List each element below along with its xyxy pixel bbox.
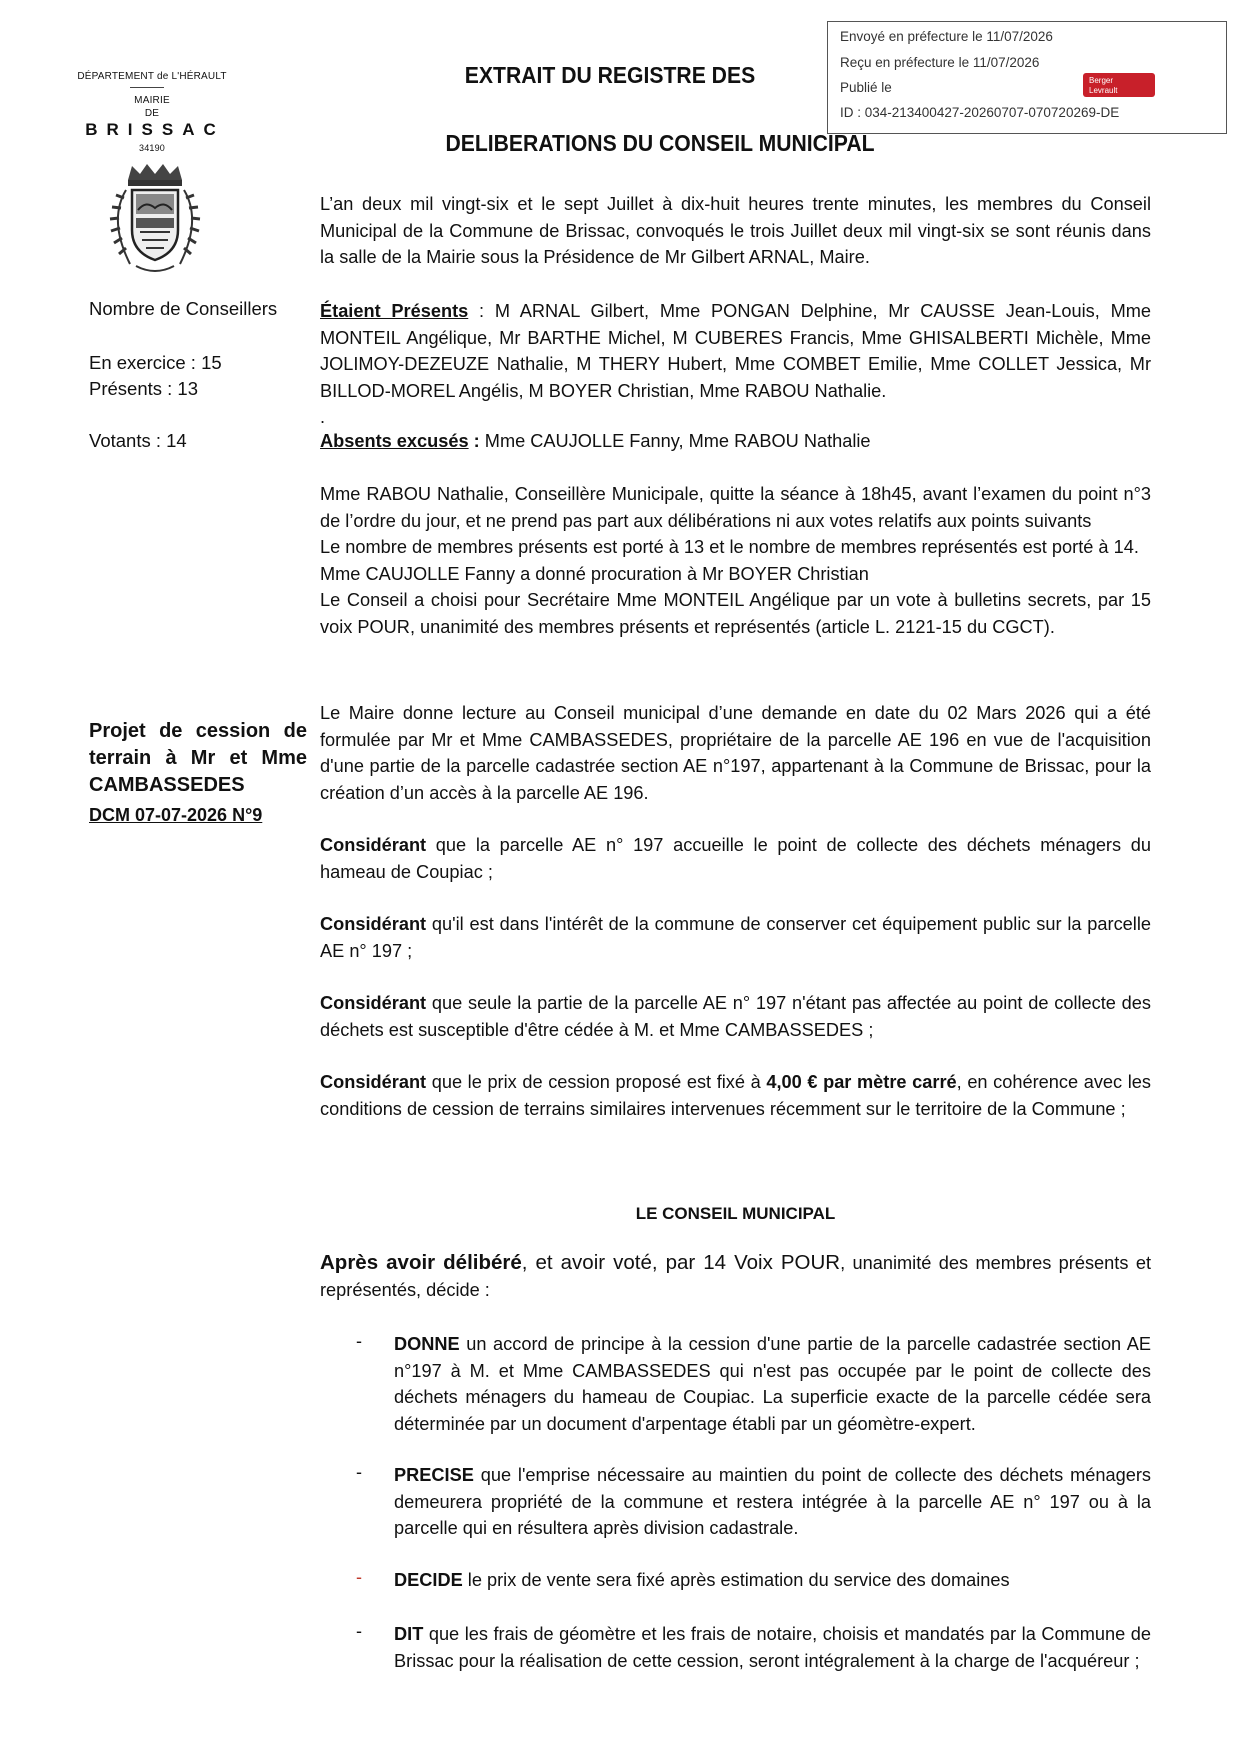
dot-line: .	[320, 407, 326, 427]
stamp-received: Reçu en préfecture le 11/07/2026	[840, 55, 1040, 70]
attendance-notes	[320, 481, 1151, 640]
prefecture-stamp	[827, 21, 1227, 134]
deliberation-ref: DCM 07-07-2026 N°9	[89, 805, 263, 825]
presents-label: Étaient Présents	[320, 301, 469, 321]
rabou-note: Mme RABOU Nathalie, Conseillère Municipale, quitte la séance à 18h45, avant l’examen du point n°3 de l’ordre du jour, et ne prend pas part aux délibérations ni aux votes relatifs aux points suivants	[320, 484, 1151, 531]
absents-label: Absents excusés	[320, 431, 469, 451]
svg-text:Berger: Berger	[1089, 76, 1114, 85]
en-exercice: En exercice : 15	[89, 352, 222, 373]
decision-paragraph: Après avoir délibéré, et avoir voté, par 14 Voix POUR, unanimité des membres présents et représentés, décide :	[320, 1251, 1151, 1300]
title-line-1: EXTRAIT DU REGISTRE DES	[464, 62, 756, 88]
subject-title: Projet de cession de terrain à Mr et Mme CAMBASSEDES	[89, 720, 307, 796]
postcode: 34190	[138, 143, 166, 153]
decision-item-donne: DONNE un accord de principe à la cession d'une partie de la parcelle cadastrée section AE n°197 à M. et Mme CAMBASSEDES qui n'est pas occupée par le point de collecte des déchets ménagers du hameau de Coupiac. La superficie exacte de la parcelle cédée sera déterminée par un document d'arpentage établi par un géomètre-expert.	[394, 1334, 1151, 1434]
presents-count: Présents : 13	[89, 378, 199, 399]
presents-list: : M ARNAL Gilbert, Mme PONGAN Delphine, Mr CAUSSE Jean-Louis, Mme MONTEIL Angélique, Mr BARTHE Michel, M CUBERES Francis, Mme GHISALBERTI Michèle, Mme JOLIMOY-DEZEUZE Nathalie, M THERY Hubert, Mme COMBET Emilie, Mme COLLET Jessica, Mr BILLOD-MOREL Angélis, M BOYER Christian, Mme RABOU Nathalie.	[320, 301, 1152, 401]
commune-name: BRISSAC	[85, 120, 225, 139]
stamp-id: ID : 034-213400427-20260707-070720269-DE	[840, 105, 1120, 120]
coat-of-arms-icon	[100, 160, 210, 280]
stamp-sent: Envoyé en préfecture le 11/07/2026	[840, 29, 1053, 44]
procuration-note: Mme CAUJOLLE Fanny a donné procuration à Mr BOYER Christian	[320, 563, 869, 584]
membres-note: Le nombre de membres présents est porté à 13 et le nombre de membres représentés est porté à 14.	[320, 537, 1139, 557]
intro-paragraph: L’an deux mil vingt-six et le sept Juillet à dix-huit heures trente minutes, les membres du Conseil Municipal de la Commune de Brissac, convoqués le trois Juillet deux mil vingt-six se sont réunis dans la salle de la Mairie sous la Présidence de Mr Gilbert ARNAL, Maire.	[320, 194, 1151, 267]
decision-item-precise: PRECISE que l'emprise nécessaire au maintien du point de collecte des déchets ménagers demeurera propriété de la commune et restera intégrée à la parcelle AE n° 197 ou à la parcelle qui en résultera après division cadastrale.	[394, 1465, 1151, 1538]
mairie-label: MAIRIE	[134, 95, 170, 106]
nombre-conseillers: Nombre de Conseillers	[89, 298, 278, 319]
svg-text:Levrault: Levrault	[1089, 86, 1118, 95]
de-label: DE	[144, 108, 160, 119]
stamp-published: Publié le	[840, 80, 892, 95]
presents-paragraph	[320, 298, 1151, 404]
lecture-paragraph: Le Maire donne lecture au Conseil municipal d’une demande en date du 02 Mars 2026 qui a été formulée par Mr et Mme CAMBASSEDES, propriétaire de la parcelle AE 196 en vue de l'acquisition d'une partie de la parcelle cadastrée section AE n°197, appartenant à la Commune de Brissac, pour la création d’un accès à la parcelle AE 196.	[320, 703, 1151, 803]
absents-paragraph: Absents excusés : Mme CAUJOLLE Fanny, Mme RABOU Nathalie	[320, 431, 871, 451]
price-per-m2: 4,00 € par mètre carré	[766, 1072, 957, 1092]
department-label: DÉPARTEMENT de L'HÉRAULT	[77, 71, 227, 82]
considerant-3: Considérant que seule la partie de la parcelle AE n° 197 n'étant pas affectée au point de collecte des déchets est susceptible d'être cédée à M. et Mme CAMBASSEDES ;	[320, 993, 1151, 1040]
item-dash: -	[356, 1621, 362, 1641]
secretaire-note: Le Conseil a choisi pour Secrétaire Mme MONTEIL Angélique par un vote à bulletins secrets, par 15 voix POUR, unanimité des membres présents et représentés (article L. 2121-15 du CGCT).	[320, 590, 1151, 637]
considerant-2: Considérant qu'il est dans l'intérêt de la commune de conserver cet équipement public sur la parcelle AE n° 197 ;	[320, 914, 1151, 961]
item-dash: -	[356, 1567, 362, 1587]
item-dash: -	[356, 1462, 362, 1482]
considerant-1: Considérant que la parcelle AE n° 197 accueille le point de collecte des déchets ménagers du hameau de Coupiac ;	[320, 835, 1151, 882]
title-line-2: DELIBERATIONS DU CONSEIL MUNICIPAL	[445, 130, 875, 156]
absents-list: Mme CAUJOLLE Fanny, Mme RABOU Nathalie	[479, 431, 871, 451]
berger-levrault-logo-icon	[1083, 72, 1155, 98]
decision-item-decide: DECIDE le prix de vente sera fixé après estimation du service des domaines	[394, 1570, 1010, 1590]
item-dash: -	[356, 1331, 362, 1351]
decision-item-dit: DIT que les frais de géomètre et les frais de notaire, choisis et mandatés par la Commune de Brissac pour la réalisation de cette cession, seront intégralement à la charge de l'acquéreur ;	[394, 1624, 1151, 1671]
conseil-heading: LE CONSEIL MUNICIPAL	[635, 1204, 836, 1223]
divider	[130, 87, 164, 88]
votants-count: Votants : 14	[89, 430, 187, 451]
considerant-4: Considérant que le prix de cession proposé est fixé à 4,00 € par mètre carré, en cohérence avec les conditions de cession de terrains similaires intervenues récemment sur le territoire de la Commune ;	[320, 1072, 1151, 1119]
